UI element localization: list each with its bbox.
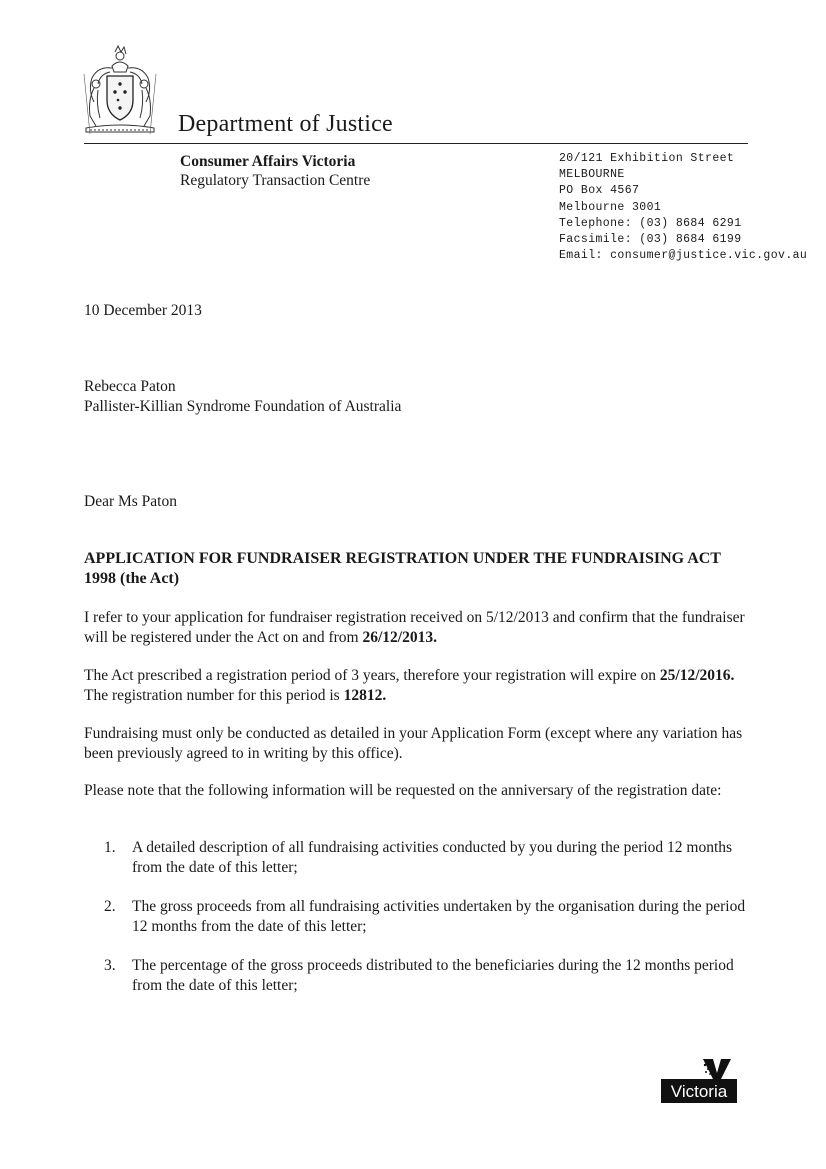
header-divider [84, 143, 748, 144]
paragraph-registration-period [84, 666, 754, 706]
list-item-text: The percentage of the gross proceeds distributed to the beneficiaries during the 12 months period from the date of this letter; [132, 957, 734, 994]
contact-telephone: Telephone: (03) 8684 6291 [559, 216, 742, 230]
contact-postcode: Melbourne 3001 [559, 200, 662, 214]
recipient-block [84, 377, 401, 417]
paragraph-period-text-2: The registration number for this period is [84, 687, 344, 704]
list-item-number: 1. [104, 839, 116, 856]
list-item [104, 897, 754, 937]
list-item-text: A detailed description of all fundraising activities conducted by you during the period 12 months from the date of this letter; [132, 839, 733, 876]
victoria-logo [661, 1057, 737, 1103]
contact-po-box: PO Box 4567 [559, 184, 640, 198]
department-title: Department of Justice [178, 111, 393, 137]
registration-expiry-date: 25/12/2016. [659, 667, 735, 684]
paragraph-confirmation [84, 608, 754, 648]
list-item-number: 3. [104, 957, 116, 974]
victoria-logo-text: Victoria [670, 1082, 728, 1101]
salutation: Dear Ms Paton [84, 493, 177, 510]
recipient-organisation: Pallister-Killian Syndrome Foundation of Australia [84, 398, 402, 415]
contact-email: Email: consumer@justice.vic.gov.au [559, 249, 808, 263]
contact-block [559, 151, 807, 264]
coat-of-arms-crest [82, 44, 158, 136]
contact-street: 20/121 Exhibition Street [559, 152, 735, 165]
registration-number: 12812. [343, 687, 387, 704]
registration-start-date: 26/12/2013. [362, 629, 437, 646]
list-item [104, 956, 754, 996]
paragraph-conduct: Fundraising must only be conducted as detailed in your Application Form (except where any variation has been previously agreed to in writing by this office). [84, 725, 743, 762]
contact-city: MELBOURNE [559, 168, 625, 182]
office-name: Consumer Affairs Victoria [180, 153, 356, 170]
subject-heading: APPLICATION FOR FUNDRAISER REGISTRATION UNDER THE FUNDRAISING ACT 1998 (the Act) [84, 550, 721, 587]
list-item-text: The gross proceeds from all fundraising activities undertaken by the organisation during the period 12 months from the date of this letter; [132, 898, 746, 935]
recipient-name: Rebecca Paton [84, 378, 176, 395]
letter-date: 10 December 2013 [84, 302, 202, 319]
contact-facsimile: Facsimile: (03) 8684 6199 [559, 233, 742, 247]
list-item [104, 838, 754, 878]
paragraph-period-text: The Act prescribed a registration period of 3 years, therefore your registration will expire on [84, 667, 660, 684]
list-item-number: 2. [104, 898, 116, 915]
office-unit: Regulatory Transaction Centre [180, 172, 371, 189]
office-block [180, 152, 370, 190]
paragraph-anniversary-note: Please note that the following information will be requested on the anniversary of the registration date: [84, 782, 722, 799]
paragraph-confirmation-text: I refer to your application for fundraiser registration received on 5/12/2013 and confirm that the fundraiser will be registered under the Act on and from [84, 609, 745, 646]
